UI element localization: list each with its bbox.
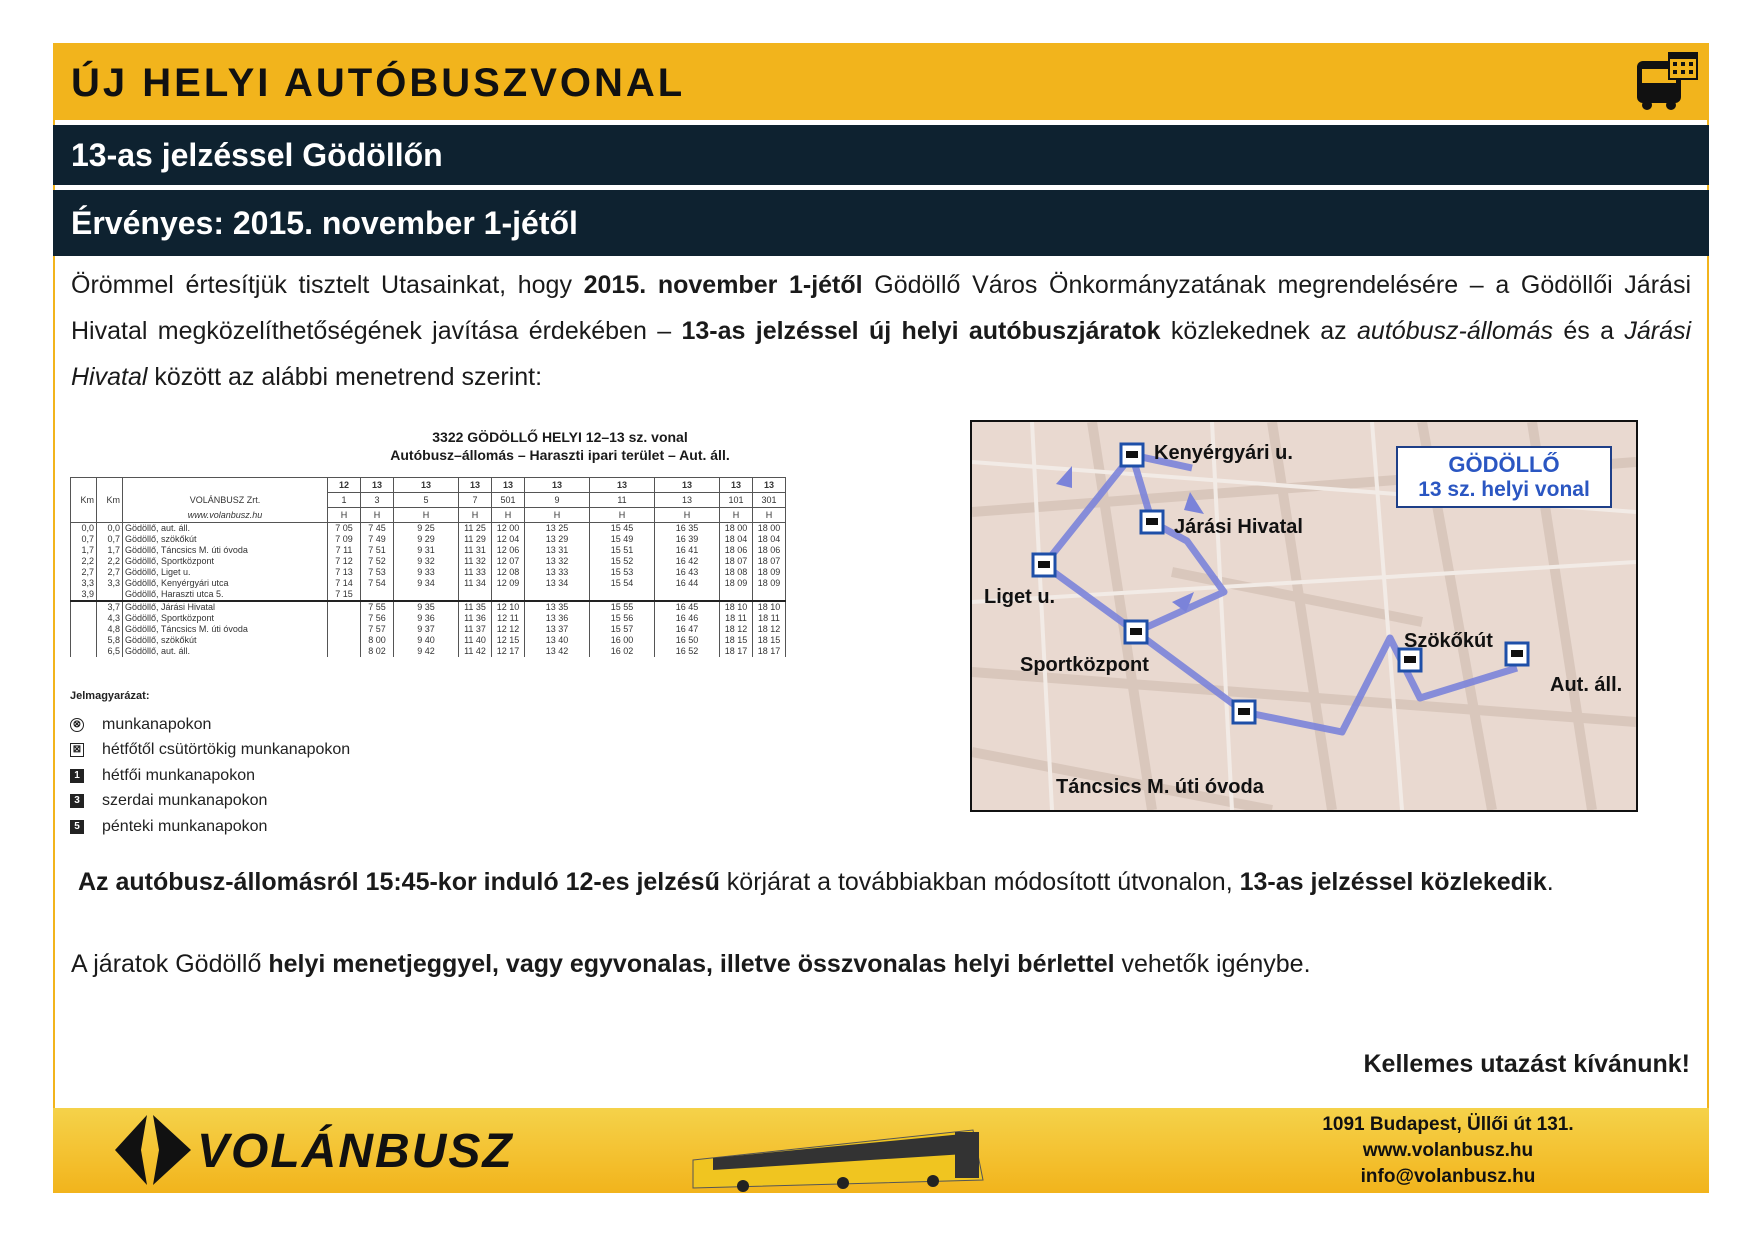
- row-time: 16 00: [590, 635, 655, 646]
- map-legend-sub: 13 sz. helyi vonal: [1418, 478, 1590, 501]
- row-stop: Gödöllő, Táncsics M. úti óvoda: [123, 624, 328, 635]
- col-km2: Km: [97, 478, 123, 523]
- row-time: 13 42: [525, 646, 590, 657]
- legend-item: [70, 789, 350, 815]
- row-time: 18 11: [720, 613, 753, 624]
- route-change-note: Az autóbusz-állomásról 15:45-kor induló 12-es jelzésű körjárat a továbbiakban módosított útvonalon, 13-as jelzéssel közlekedik.: [78, 868, 1554, 896]
- legend-label: munkanapokon: [102, 715, 212, 733]
- contact-info: [1288, 1112, 1608, 1190]
- col-lines-1: 13: [361, 478, 394, 493]
- row-time: 13 40: [525, 635, 590, 646]
- timetable: [70, 425, 930, 675]
- row-time: 7 56: [361, 613, 394, 624]
- row-time: 11 25: [459, 523, 492, 535]
- legend-label: pénteki munkanapokon: [102, 817, 268, 835]
- legend-item: [70, 738, 350, 764]
- row-time: 13 36: [525, 613, 590, 624]
- row-time: [753, 589, 786, 601]
- row-time: 11 31: [459, 545, 492, 556]
- row-km1: 3,3: [71, 578, 97, 589]
- col-runs-0: 1: [328, 493, 361, 508]
- row-time: 7 45: [361, 523, 394, 535]
- row-time: 13 33: [525, 567, 590, 578]
- row-km1: [71, 601, 97, 613]
- row-time: 7 05: [328, 523, 361, 535]
- ticket-note: A járatok Gödöllő helyi menetjeggyel, vagy egyvonalas, illetve összvonalas helyi bérlettel vehetők igénybe.: [71, 950, 1311, 978]
- col-runs-5: 9: [525, 493, 590, 508]
- row-time: 18 12: [753, 624, 786, 635]
- col-runs-9: 301: [753, 493, 786, 508]
- row-time: 7 54: [361, 578, 394, 589]
- col-days-7: H: [655, 508, 720, 523]
- row-time: 7 57: [361, 624, 394, 635]
- legend-symbol-icon: ⊠: [70, 743, 84, 757]
- row-time: [655, 589, 720, 601]
- col-days-8: H: [720, 508, 753, 523]
- row-time: 11 42: [459, 646, 492, 657]
- col-days-0: H: [328, 508, 361, 523]
- legend-item: [70, 814, 350, 840]
- row-time: 16 44: [655, 578, 720, 589]
- row-time: 12 07: [492, 556, 525, 567]
- col-header-blank: [123, 478, 328, 493]
- map-label-szokokut: Szökőkút: [1404, 630, 1493, 652]
- map-label-sport: Sportközpont: [1020, 654, 1149, 676]
- row-time: 15 57: [590, 624, 655, 635]
- row-stop: Gödöllő, Sportközpont: [123, 556, 328, 567]
- row-time: 7 49: [361, 534, 394, 545]
- website-link[interactable]: www.volanbusz.hu: [1362, 1140, 1534, 1161]
- row-time: 16 43: [655, 567, 720, 578]
- legend-symbol-icon: 1: [70, 769, 84, 783]
- row-time: 13 32: [525, 556, 590, 567]
- brand-name: VOLÁNBUSZ: [197, 1125, 514, 1178]
- operator: VOLÁNBUSZ Zrt.: [123, 493, 328, 508]
- row-stop: Gödöllő, szökőkút: [123, 534, 328, 545]
- col-days-3: H: [459, 508, 492, 523]
- row-time: 15 45: [590, 523, 655, 535]
- timetable-row: [71, 635, 786, 646]
- row-time: 18 07: [753, 556, 786, 567]
- row-time: 15 51: [590, 545, 655, 556]
- row-time: 12 00: [492, 523, 525, 535]
- row-time: [492, 589, 525, 601]
- row-km1: 3,9: [71, 589, 97, 601]
- page-title: ÚJ HELYI AUTÓBUSZVONAL: [71, 61, 686, 105]
- row-time: 18 17: [753, 646, 786, 657]
- row-time: 9 36: [394, 613, 459, 624]
- legend: [70, 690, 350, 840]
- row-stop: Gödöllő, Liget u.: [123, 567, 328, 578]
- legend-label: hétfőtől csütörtökig munkanapokon: [102, 741, 351, 759]
- col-runs-1: 3: [361, 493, 394, 508]
- legend-label: szerdai munkanapokon: [102, 792, 268, 810]
- row-time: 16 42: [655, 556, 720, 567]
- row-time: 13 25: [525, 523, 590, 535]
- row-km1: [71, 646, 97, 657]
- col-lines-2: 13: [394, 478, 459, 493]
- row-time: 9 31: [394, 545, 459, 556]
- map-label-tancsics: Táncsics M. úti óvoda: [1056, 776, 1264, 798]
- row-time: 9 32: [394, 556, 459, 567]
- subtitle-bar: [53, 125, 1709, 185]
- footer: [53, 1108, 1709, 1193]
- row-time: [394, 589, 459, 601]
- bus-stop-glyph-icon: [1130, 628, 1142, 635]
- row-time: 7 12: [328, 556, 361, 567]
- timetable-row: [71, 624, 786, 635]
- closing-text: Kellemes utazást kívánunk!: [1363, 1050, 1690, 1078]
- row-time: 11 36: [459, 613, 492, 624]
- row-time: 16 41: [655, 545, 720, 556]
- row-time: 11 37: [459, 624, 492, 635]
- row-time: 16 52: [655, 646, 720, 657]
- col-lines-6: 13: [590, 478, 655, 493]
- row-time: 15 52: [590, 556, 655, 567]
- row-km2: 2,7: [97, 567, 123, 578]
- row-time: 18 06: [720, 545, 753, 556]
- col-days-9: H: [753, 508, 786, 523]
- bus-stop-glyph-icon: [1511, 650, 1523, 657]
- intro-paragraph: Örömmel értesítjük tisztelt Utasainkat, hogy 2015. november 1-jétől Gödöllő Város Önkormányzatának megrendelésére – a Gödöllői Járási Hivatal megközelíthetőségének javítása érdekében – 13-as jelzéssel új helyi autóbuszjáratok közlekednek az autóbusz-állomás és a Járási Hivatal között az alábbi menetrend szerint:: [71, 271, 1692, 391]
- timetable-row: [71, 589, 786, 601]
- legend-symbol-icon: 5: [70, 820, 84, 834]
- row-km2: 4,8: [97, 624, 123, 635]
- row-time: 16 45: [655, 601, 720, 613]
- row-stop: Gödöllő, Sportközpont: [123, 613, 328, 624]
- col-days-5: H: [525, 508, 590, 523]
- address: 1091 Budapest, Üllői út 131.: [1322, 1114, 1574, 1135]
- row-km1: 0,7: [71, 534, 97, 545]
- row-stop: Gödöllő, szökőkút: [123, 635, 328, 646]
- col-runs-6: 11: [590, 493, 655, 508]
- bus-stop-glyph-icon: [1146, 518, 1158, 525]
- route-map: [970, 420, 1638, 812]
- col-lines-8: 13: [720, 478, 753, 493]
- row-km2: 4,3: [97, 613, 123, 624]
- row-time: [720, 589, 753, 601]
- legend-symbol-icon: ⊗: [70, 718, 84, 732]
- row-time: [328, 613, 361, 624]
- row-time: 13 29: [525, 534, 590, 545]
- row-time: 12 11: [492, 613, 525, 624]
- map-label-kenyergyari: Kenyérgyári u.: [1154, 442, 1293, 464]
- row-km2: 0,0: [97, 523, 123, 535]
- row-time: 12 08: [492, 567, 525, 578]
- row-stop: Gödöllő, Haraszti utca 5.: [123, 589, 328, 601]
- col-lines-9: 13: [753, 478, 786, 493]
- row-time: [361, 589, 394, 601]
- row-time: 9 34: [394, 578, 459, 589]
- row-time: 8 00: [361, 635, 394, 646]
- row-time: 18 04: [720, 534, 753, 545]
- operator-web: www.volanbusz.hu: [123, 508, 328, 523]
- row-time: 18 17: [720, 646, 753, 657]
- row-time: [590, 589, 655, 601]
- row-km2: 1,7: [97, 545, 123, 556]
- col-lines-0: 12: [328, 478, 361, 493]
- timetable-subtitle: Autóbusz–állomás – Haraszti ipari terület – Aut. áll.: [390, 447, 730, 463]
- col-lines-3: 13: [459, 478, 492, 493]
- col-days-1: H: [361, 508, 394, 523]
- col-days-6: H: [590, 508, 655, 523]
- row-time: [328, 635, 361, 646]
- row-km2: 6,5: [97, 646, 123, 657]
- map-label-jarasi: Járási Hivatal: [1174, 516, 1303, 538]
- row-time: 18 10: [753, 601, 786, 613]
- timetable-row: [71, 545, 786, 556]
- timetable-row: [71, 523, 786, 535]
- row-time: 16 47: [655, 624, 720, 635]
- row-km1: [71, 624, 97, 635]
- row-time: 16 39: [655, 534, 720, 545]
- col-lines-4: 13: [492, 478, 525, 493]
- row-time: 18 15: [753, 635, 786, 646]
- col-days-4: H: [492, 508, 525, 523]
- row-time: 12 15: [492, 635, 525, 646]
- row-time: 18 00: [753, 523, 786, 535]
- col-runs-2: 5: [394, 493, 459, 508]
- map-legend-title: GÖDÖLLŐ: [1448, 452, 1560, 477]
- map-label-autall: Aut. áll.: [1550, 674, 1623, 696]
- row-time: 18 11: [753, 613, 786, 624]
- email-link[interactable]: info@volanbusz.hu: [1360, 1166, 1536, 1187]
- row-km1: 2,2: [71, 556, 97, 567]
- timetable-row: [71, 567, 786, 578]
- row-km2: 3,7: [97, 601, 123, 613]
- row-time: 16 46: [655, 613, 720, 624]
- row-time: 18 07: [720, 556, 753, 567]
- timetable-row: [71, 578, 786, 589]
- row-km2: 2,2: [97, 556, 123, 567]
- col-runs-8: 101: [720, 493, 753, 508]
- header-bar: [53, 43, 1709, 120]
- legend-item: [70, 763, 350, 789]
- row-time: 15 55: [590, 601, 655, 613]
- legend-heading: Jelmagyarázat:: [70, 690, 150, 702]
- map-legend-box: [1396, 446, 1612, 508]
- row-time: 11 40: [459, 635, 492, 646]
- row-time: 7 15: [328, 589, 361, 601]
- timetable-row: [71, 556, 786, 567]
- row-time: 12 09: [492, 578, 525, 589]
- row-stop: Gödöllő, aut. áll.: [123, 646, 328, 657]
- row-km2: 3,3: [97, 578, 123, 589]
- row-time: 9 35: [394, 601, 459, 613]
- row-stop: Gödöllő, Kenyérgyári utca: [123, 578, 328, 589]
- timetable-title: 3322 GÖDÖLLŐ HELYI 12–13 sz. vonal: [432, 429, 688, 445]
- col-km1: Km: [71, 478, 97, 523]
- row-time: 7 52: [361, 556, 394, 567]
- validity-bar: [53, 190, 1709, 256]
- row-time: 9 42: [394, 646, 459, 657]
- col-runs-7: 13: [655, 493, 720, 508]
- timetable-row: [71, 613, 786, 624]
- row-time: 11 33: [459, 567, 492, 578]
- validity-date: Érvényes: 2015. november 1-jétől: [71, 205, 578, 241]
- row-time: 18 15: [720, 635, 753, 646]
- row-km1: [71, 635, 97, 646]
- row-time: 9 29: [394, 534, 459, 545]
- row-time: 11 35: [459, 601, 492, 613]
- row-time: 7 13: [328, 567, 361, 578]
- row-km1: 2,7: [71, 567, 97, 578]
- row-time: 16 50: [655, 635, 720, 646]
- row-time: 18 12: [720, 624, 753, 635]
- row-time: 9 25: [394, 523, 459, 535]
- row-time: 9 33: [394, 567, 459, 578]
- row-time: 12 12: [492, 624, 525, 635]
- row-time: 9 37: [394, 624, 459, 635]
- row-time: 18 04: [753, 534, 786, 545]
- row-time: 7 55: [361, 601, 394, 613]
- row-km2: 0,7: [97, 534, 123, 545]
- row-time: [328, 601, 361, 613]
- col-runs-4: 501: [492, 493, 525, 508]
- row-km1: [71, 613, 97, 624]
- row-km2: [97, 589, 123, 601]
- row-stop: Gödöllő, aut. áll.: [123, 523, 328, 535]
- row-time: 15 56: [590, 613, 655, 624]
- row-km1: 1,7: [71, 545, 97, 556]
- row-time: 18 00: [720, 523, 753, 535]
- row-time: 8 02: [361, 646, 394, 657]
- subtitle: 13-as jelzéssel Gödöllőn: [71, 137, 443, 173]
- bus-stop-glyph-icon: [1126, 451, 1138, 458]
- row-time: 18 06: [753, 545, 786, 556]
- row-time: 13 37: [525, 624, 590, 635]
- row-time: 11 29: [459, 534, 492, 545]
- row-time: 7 53: [361, 567, 394, 578]
- row-km2: 5,8: [97, 635, 123, 646]
- row-time: [328, 624, 361, 635]
- row-time: 18 10: [720, 601, 753, 613]
- row-time: 7 09: [328, 534, 361, 545]
- row-time: 7 14: [328, 578, 361, 589]
- row-time: [328, 646, 361, 657]
- bus-schedule-icon: [1633, 49, 1699, 115]
- row-time: 7 51: [361, 545, 394, 556]
- row-stop: Gödöllő, Járási Hivatal: [123, 601, 328, 613]
- timetable-row: [71, 646, 786, 657]
- bus-stop-glyph-icon: [1038, 561, 1050, 568]
- row-time: 15 54: [590, 578, 655, 589]
- bus-stop-glyph-icon: [1238, 708, 1250, 715]
- row-time: 12 06: [492, 545, 525, 556]
- row-time: 9 40: [394, 635, 459, 646]
- row-time: [459, 589, 492, 601]
- map-label-liget: Liget u.: [984, 586, 1056, 608]
- row-time: 7 11: [328, 545, 361, 556]
- timetable-row: [71, 534, 786, 545]
- row-time: [525, 589, 590, 601]
- row-time: 11 34: [459, 578, 492, 589]
- row-time: 13 31: [525, 545, 590, 556]
- row-time: 12 17: [492, 646, 525, 657]
- row-time: 16 02: [590, 646, 655, 657]
- bus-stop-glyph-icon: [1404, 656, 1416, 663]
- volanbusz-logo-icon: [113, 1113, 193, 1187]
- row-time: 18 09: [753, 567, 786, 578]
- row-time: 13 35: [525, 601, 590, 613]
- legend-label: hétfői munkanapokon: [102, 766, 255, 784]
- legend-symbol-icon: 3: [70, 794, 84, 808]
- col-lines-7: 13: [655, 478, 720, 493]
- col-runs-3: 7: [459, 493, 492, 508]
- row-time: 15 49: [590, 534, 655, 545]
- row-time: 13 34: [525, 578, 590, 589]
- row-km1: 0,0: [71, 523, 97, 535]
- row-time: 18 08: [720, 567, 753, 578]
- bus-image: [673, 1110, 1003, 1192]
- row-time: 18 09: [753, 578, 786, 589]
- row-time: 18 09: [720, 578, 753, 589]
- row-time: 11 32: [459, 556, 492, 567]
- row-time: 12 10: [492, 601, 525, 613]
- row-time: 12 04: [492, 534, 525, 545]
- col-lines-5: 13: [525, 478, 590, 493]
- row-time: 15 53: [590, 567, 655, 578]
- col-days-2: H: [394, 508, 459, 523]
- timetable-row: [71, 601, 786, 613]
- timetable-grid: [70, 477, 786, 657]
- legend-item: [70, 712, 350, 738]
- row-stop: Gödöllő, Táncsics M. úti óvoda: [123, 545, 328, 556]
- row-time: 16 35: [655, 523, 720, 535]
